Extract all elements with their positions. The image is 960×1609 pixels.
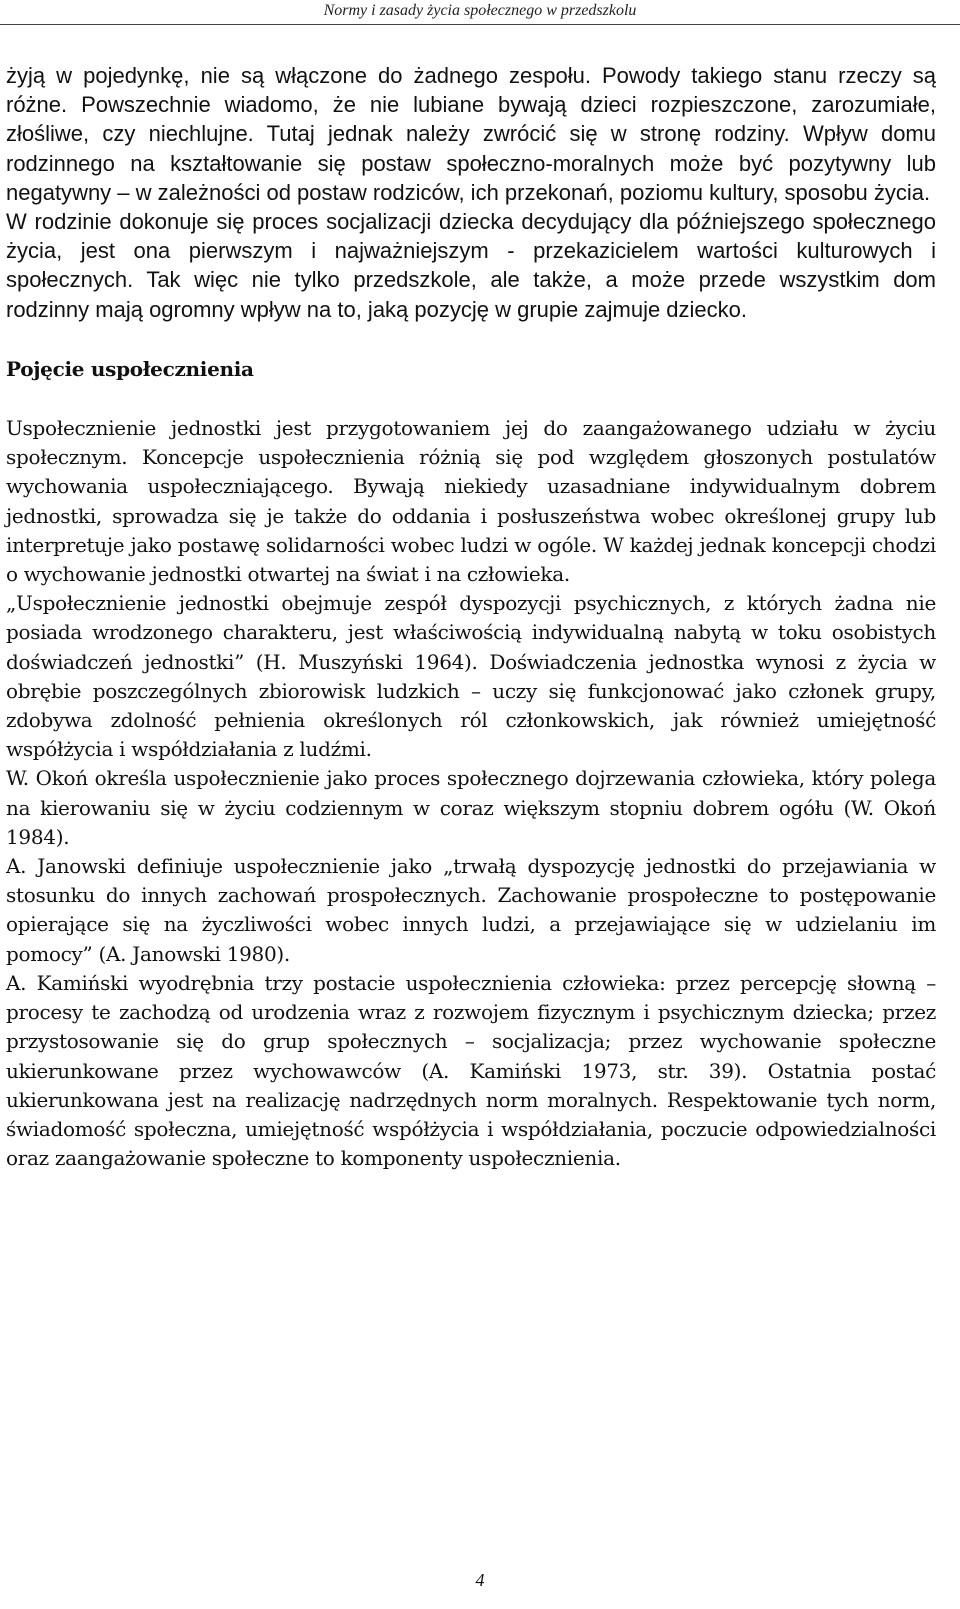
page-number: 4	[475, 1570, 485, 1590]
section-paragraph-1: Uspołecznienie jednostki jest przygotowaniem jej do zaangażowanego udziału w życiu społecznym. Koncepcje uspołecznienia różnią się pod względem głoszonych postulatów wychowania uspołeczniającego. Bywają niekiedy uzasadniane indywidualnym dobrem jednostki, sprowadza się je także do oddania i posłuszeństwa wobec określonej grupy lub interpretuje jako postawę solidarności wobec ludzi w ogóle. W każdej jednak koncepcji chodzi o wychowanie jednostki otwartej na świat i na człowieka.	[6, 416, 936, 587]
page-body	[6, 61, 936, 1173]
section-heading: Pojęcie uspołecznienia	[6, 356, 254, 381]
running-header	[0, 0, 960, 32]
section-paragraph-3: W. Okoń określa uspołecznienie jako proces społecznego dojrzewania człowieka, który polega na kierowaniu się w życiu codziennym w coraz większym stopniu dobrem ogółu (W. Okoń 1984).	[6, 766, 936, 849]
section-paragraph-2: „Uspołecznienie jednostki obejmuje zespół dyspozycji psychicznych, z których żadna nie posiada wrodzonego charakteru, jest właściwością indywidualną nabytą w toku osobistych doświadczeń jednostki” (H. Muszyński 1964). Doświadczenia jednostka wynosi z życia w obrębie poszczególnych zbiorowisk ludzkich – uczy się funkcjonować jako członek grupy, zdobywa zdolność pełnienia określonych ról członkowskich, jak również umiejętność współżycia i współdziałania z ludźmi.	[6, 591, 936, 762]
intro-paragraph-2: W rodzinie dokonuje się proces socjalizacji dziecka decydujący dla późniejszego społecznego życia, jest ona pierwszym i najważniejszym - przekazicielem wartości kulturowych i społecznych. Tak więc nie tylko przedszkole, ale także, a może przede wszystkim dom rodzinny mają ogromny wpływ na to, jaką pozycję w grupie zajmuje dziecko.	[6, 209, 936, 322]
header-divider	[0, 24, 960, 25]
section-paragraph-5: A. Kamiński wyodrębnia trzy postacie uspołecznienia człowieka: przez percepcję słowną – procesy te zachodzą od urodzenia wraz z rozwojem fizycznym i psychicznym dziecka; przez przystosowanie się do grup społecznych – socjalizacja; przez wychowanie społeczne ukierunkowane przez wychowawców (A. Kamiński 1973, str. 39). Ostatnia postać ukierunkowana jest na realizację nadrzędnych norm moralnych. Respektowanie tych norm, świadomość społeczna, umiejętność współżycia i współdziałania, poczucie odpowiedzialności oraz zaangażowanie społeczne to komponenty uspołecznienia.	[6, 970, 936, 1171]
running-header-title: Normy i zasady życia społecznego w przedszkolu	[323, 2, 637, 19]
intro-paragraph-1: żyją w pojedynkę, nie są włączone do żadnego zespołu. Powody takiego stanu rzeczy są różne. Powszechnie wiadomo, że nie lubiane bywają dzieci rozpieszczone, zarozumiałe, złośliwe, czy niechlujne. Tutaj jednak należy zwrócić się w stronę rodziny. Wpływ domu rodzinnego na kształtowanie się postaw społeczno-moralnych może być pozytywny lub negatywny – w zależności od postaw rodziców, ich przekonań, poziomu kultury, sposobu życia.	[6, 63, 936, 205]
section-paragraph-4: A. Janowski definiuje uspołecznienie jako „trwałą dyspozycję jednostki do przejawiania w stosunku do innych zachowań prospołecznych. Zachowanie prospołeczne to postępowanie opierające się na życzliwości wobec innych ludzi, a przejawiające się w udzielaniu im pomocy” (A. Janowski 1980).	[6, 854, 936, 966]
